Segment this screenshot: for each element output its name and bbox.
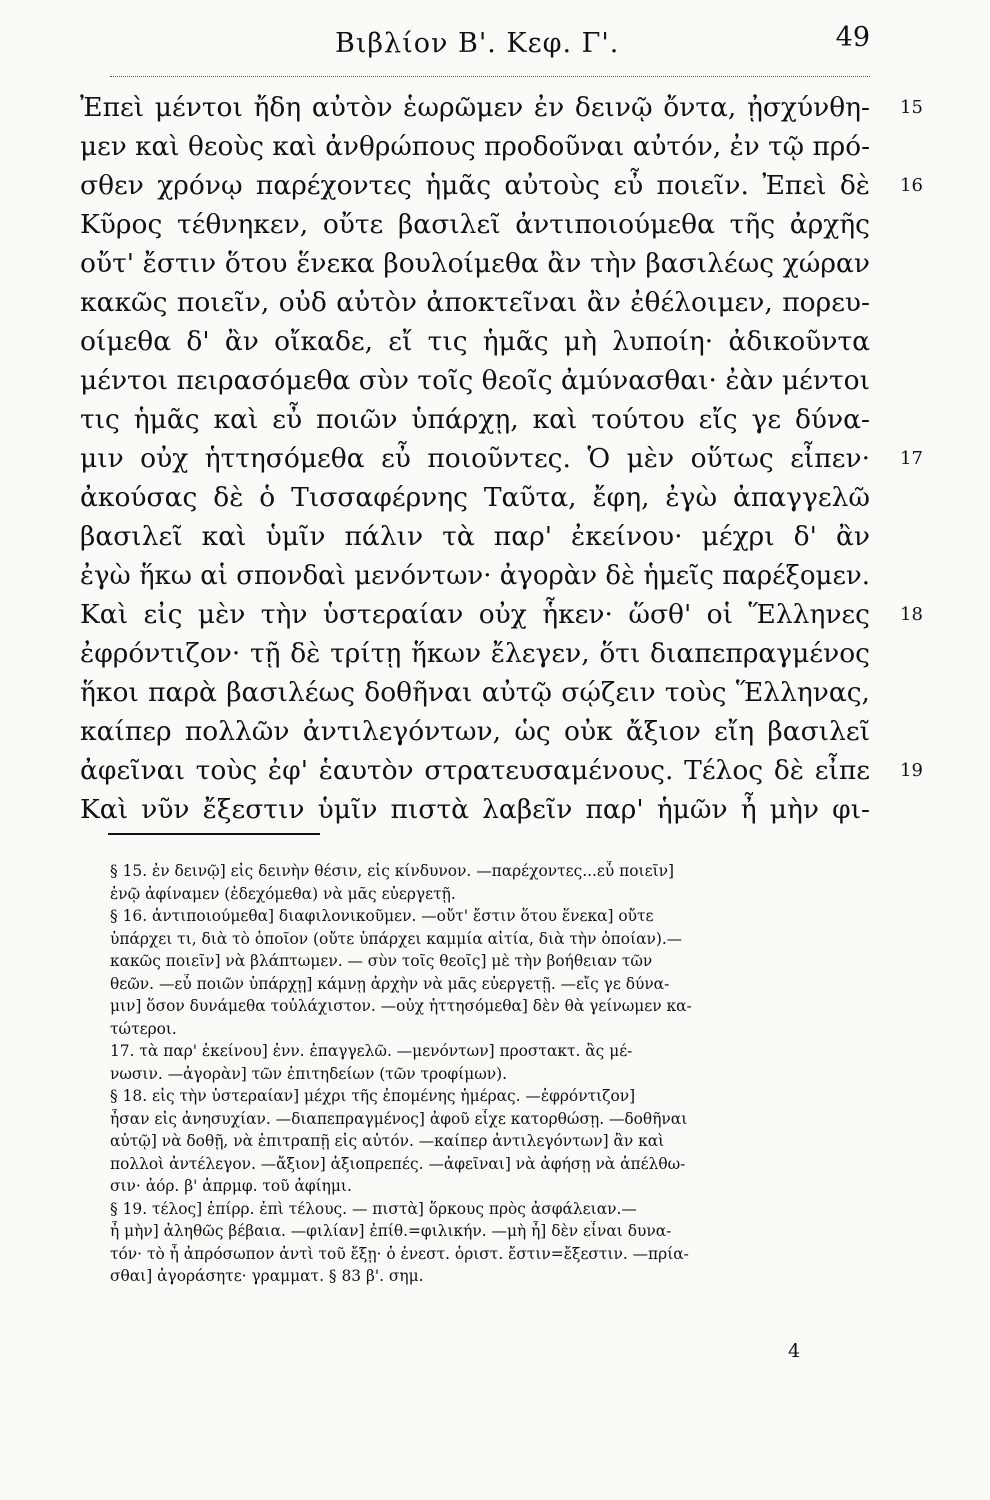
line-text: Καὶ νῦν ἔξεστιν ὑμῖν πιστὰ λαβεῖν παρ' ἡμῶν ἦ μὴν φι- xyxy=(80,794,870,825)
footnote-line: σιν· ἀόρ. β' ἀπρμφ. τοῦ ἀφίημι. xyxy=(110,1177,352,1195)
section-number: 18 xyxy=(900,604,923,625)
line-text: Ἐπεὶ μέντοι ἤδη αὐτὸν ἑωρῶμεν ἐν δεινῷ ὄντα, ᾐσχύνθη- xyxy=(80,92,870,123)
footnote-divider xyxy=(108,833,320,835)
line-text: οὔτ' ἔστιν ὅτου ἕνεκα βουλοίμεθα ἂν τὴν βασιλέως χώραν xyxy=(80,248,870,279)
footnote-line: ἦ μὴν] ἀληθῶς βέβαια. —φιλίαν] ἐπίθ.=φιλικήν. —μὴ ἦ] δὲν εἶναι δυνα- xyxy=(110,1222,672,1240)
text-line xyxy=(80,166,923,205)
text-line xyxy=(80,88,923,127)
line-text: σθεν χρόνῳ παρέχοντες ἡμᾶς αὐτοὺς εὖ ποιεῖν. Ἐπεὶ δὲ xyxy=(80,170,870,201)
footnote-line: θεῶν. —εὖ ποιῶν ὑπάρχῃ] κάμνῃ ἀρχὴν νὰ μᾶς εὐεργετῇ. —εἴς γε δύνα- xyxy=(110,974,670,993)
footnotes xyxy=(110,860,880,1288)
footnote-line: αὐτῷ] νὰ δοθῇ, νὰ ἐπιτραπῇ εἰς αὐτόν. —καίπερ ἀντιλεγόντων] ἂν καὶ xyxy=(110,1132,665,1150)
line-text: μεν καὶ θεοὺς καὶ ἀνθρώπους προδοῦναι αὐτόν, ἐν τῷ πρό- xyxy=(80,131,870,162)
text-line xyxy=(80,712,880,751)
text-line xyxy=(80,634,880,673)
line-text: τις ἡμᾶς καὶ εὖ ποιῶν ὑπάρχῃ, καὶ τούτου εἴς γε δύνα- xyxy=(80,404,870,435)
header-divider xyxy=(110,76,870,77)
footnote-line: πολλοὶ ἀντέλεγον. —ἄξιον] ἀξιοπρεπές. —ἀφεῖναι] νὰ ἀφήσῃ νὰ ἀπέλθω- xyxy=(110,1154,686,1173)
text-line xyxy=(80,244,880,283)
line-text: ἀφεῖναι τοὺς ἐφ' ἑαυτὸν στρατευσαμένους. Τέλος δὲ εἶπε xyxy=(80,755,870,786)
footnote-line: § 15. ἐν δεινῷ] εἰς δεινὴν θέσιν, εἰς κίνδυνον. —παρέχοντες...εὖ ποιεῖν] xyxy=(110,862,674,880)
main-text xyxy=(80,88,923,829)
line-text: Καὶ εἰς μὲν τὴν ὑστεραίαν οὐχ ἧκεν· ὥσθ' οἱ Ἕλληνες xyxy=(80,599,870,630)
signature-mark: 4 xyxy=(788,1340,801,1362)
footnote-line: τόν· τὸ ἦ ἀπρόσωπον ἀντὶ τοῦ ἔξῃ· ὁ ἐνεστ. ὁριστ. ἔστιν=ἔξεστιν. —πρία- xyxy=(110,1244,689,1263)
footnote-line: ἦσαν εἰς ἀνησυχίαν. —διαπεπραγμένος] ἀφοῦ εἶχε κατορθώσῃ. —δοθῆναι xyxy=(110,1109,688,1128)
line-text: μέντοι πειρασόμεθα σὺν τοῖς θεοῖς ἀμύνασθαι· ἐὰν μέντοι xyxy=(80,365,870,396)
running-head xyxy=(100,22,870,68)
section-number: 17 xyxy=(900,448,923,469)
text-line xyxy=(80,751,923,790)
footnote-line: § 19. τέλος] ἐπίρρ. ἐπὶ τέλους. — πιστὰ] ὅρκους πρὸς ἀσφάλειαν.— xyxy=(110,1199,637,1218)
text-line xyxy=(80,556,880,595)
line-text: οίμεθα δ' ἂν οἴκαδε, εἴ τις ἡμᾶς μὴ λυποίη· ἀδικοῦντα xyxy=(80,326,870,357)
line-text: κακῶς ποιεῖν, οὐδ αὐτὸν ἀποκτεῖναι ἂν ἐθέλοιμεν, πορευ- xyxy=(80,287,870,318)
footnote-line: ἐνῷ ἀφίναμεν (ἐδεχόμεθα) νὰ μᾶς εὐεργετῇ. xyxy=(110,884,456,903)
footnote-line: μιν] ὅσον δυνάμεθα τοὐλάχιστον. —οὐχ ἡττησόμεθα] δὲν θὰ γείνωμεν κα- xyxy=(110,997,692,1015)
footnote-line: § 16. ἀντιποιούμεθα] διαφιλονικοῦμεν. —οὔτ' ἔστιν ὅτου ἕνεκα] οὔτε xyxy=(110,907,654,925)
text-line xyxy=(80,517,880,556)
footnote-line: § 18. εἰς τὴν ὑστεραίαν] μέχρι τῆς ἐπομένης ἡμέρας. —ἐφρόντιζον] xyxy=(110,1087,636,1105)
line-text: καίπερ πολλῶν ἀντιλεγόντων, ὡς οὐκ ἄξιον εἴη βασιλεῖ xyxy=(80,716,870,747)
footnote-line: νωσιν. —ἀγορὰν] τῶν ἐπιτηδείων (τῶν τροφίμων). xyxy=(110,1064,508,1083)
footnote-line: ὑπάρχει τι, διὰ τὸ ὁποῖον (οὔτε ὑπάρχει καμμία αἰτία, διὰ τὴν ὁποίαν).— xyxy=(110,929,683,948)
text-line xyxy=(80,127,880,166)
text-line xyxy=(80,400,880,439)
footnote-line: 17. τὰ παρ' ἐκείνου] ἐνν. ἐπαγγελῶ. —μενόντων] προστακτ. ἂς μέ- xyxy=(110,1042,633,1060)
line-text: ἀκούσας δὲ ὁ Τισσαφέρνης Ταῦτα, ἔφη, ἐγὼ ἀπαγγελῶ xyxy=(80,482,870,513)
footnote-line: κακῶς ποιεῖν] νὰ βλάπτωμεν. — σὺν τοῖς θεοῖς] μὲ τὴν βοήθειαν τῶν xyxy=(110,952,653,970)
line-text: ἐγὼ ἥκω αἱ σπονδαὶ μενόντων· ἀγορὰν δὲ ἡμεῖς παρέξομεν. xyxy=(80,560,870,591)
line-text: ἥκοι παρὰ βασιλέως δοθῆναι αὐτῷ σῴζειν τοὺς Ἕλληνας, xyxy=(80,677,870,708)
section-number: 15 xyxy=(900,97,923,118)
footnote-line: σθαι] ἀγοράσητε· γραμματ. § 83 β'. σημ. xyxy=(110,1267,424,1285)
text-line xyxy=(80,361,880,400)
text-line xyxy=(80,283,880,322)
text-line xyxy=(80,478,880,517)
running-title: Βιβλίον Β'. Κεφ. Γ'. xyxy=(335,28,620,59)
line-text: ἐφρόντιζον· τῇ δὲ τρίτῃ ἥκων ἔλεγεν, ὅτι διαπεπραγμένος xyxy=(80,638,870,669)
footnote-line: τώτεροι. xyxy=(110,1019,177,1038)
text-line xyxy=(80,673,880,712)
section-number: 19 xyxy=(900,760,923,781)
text-line xyxy=(80,439,923,478)
section-number: 16 xyxy=(900,175,923,196)
line-text: μιν οὐχ ἡττησόμεθα εὖ ποιοῦντες. Ὁ μὲν οὕτως εἶπεν· xyxy=(80,443,870,474)
page-number: 49 xyxy=(835,22,870,53)
line-text: βασιλεῖ καὶ ὑμῖν πάλιν τὰ παρ' ἐκείνου· μέχρι δ' ἂν xyxy=(80,521,870,552)
text-line xyxy=(80,595,923,634)
line-text: Κῦρος τέθνηκεν, οὔτε βασιλεῖ ἀντιποιούμεθα τῆς ἀρχῆς xyxy=(80,209,870,240)
text-line xyxy=(80,322,880,361)
text-line xyxy=(80,790,880,829)
text-line xyxy=(80,205,880,244)
